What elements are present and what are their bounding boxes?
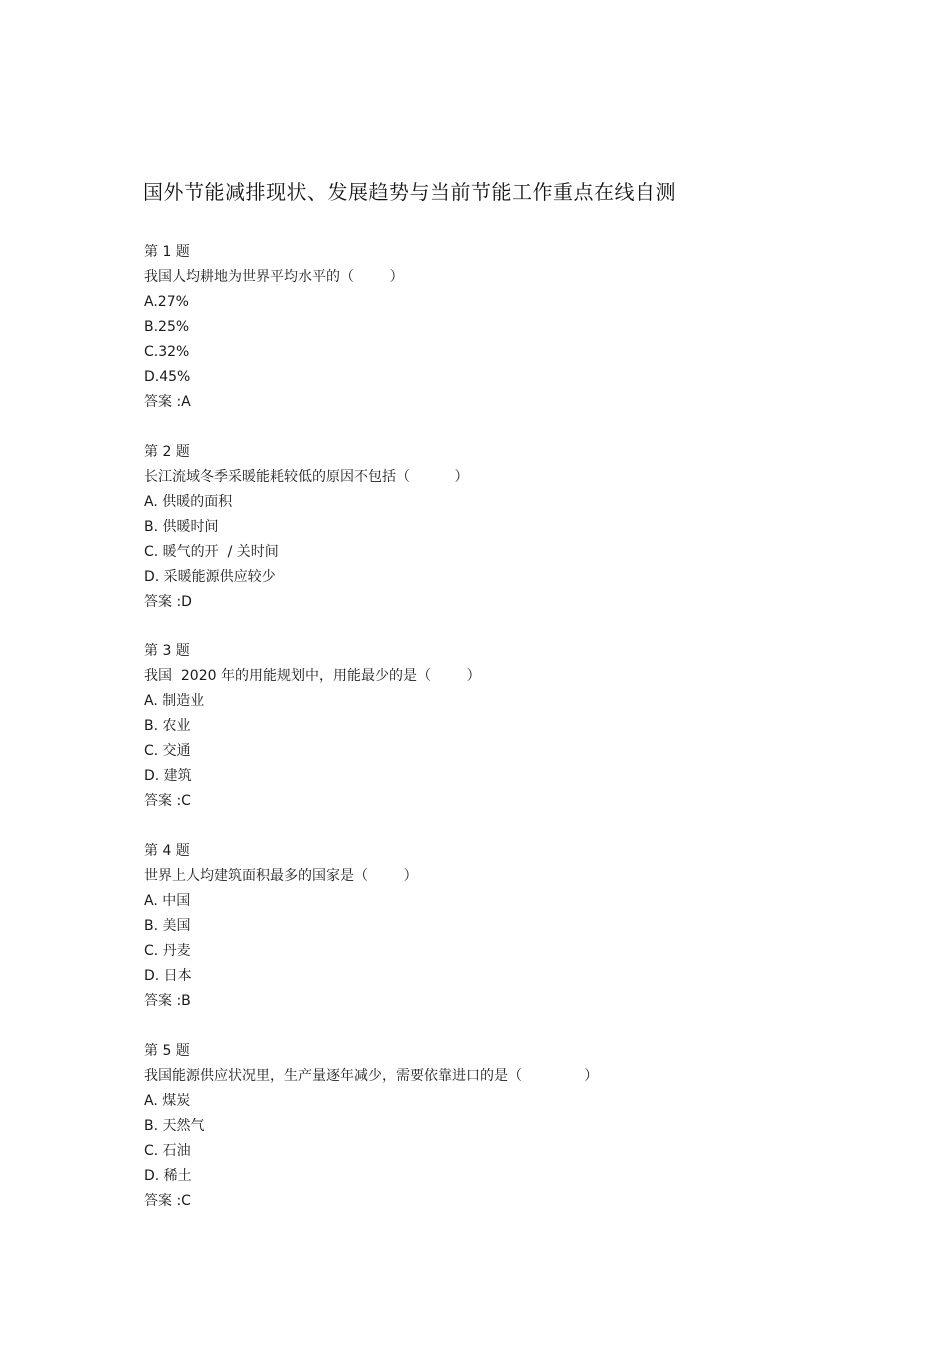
option-b: B. 供暖时间 [144, 519, 219, 535]
option-b: B.25% [144, 319, 190, 335]
document-title: 国外节能减排现状、发展趋势与当前节能工作重点在线自测 [143, 180, 676, 204]
question-number: 第 2 题 [144, 444, 190, 460]
question-text: 我国人均耕地为世界平均水平的（ ） [144, 269, 404, 285]
question-block [144, 240, 844, 415]
answer: 答案 :C [144, 1193, 191, 1209]
question-block [144, 839, 844, 1014]
option-a: A. 煤炭 [144, 1093, 191, 1109]
option-d: D. 采暖能源供应较少 [144, 569, 276, 585]
option-d: D. 日本 [144, 968, 192, 984]
question-block [144, 639, 844, 814]
option-a: A. 制造业 [144, 693, 205, 709]
option-a: A.27% [144, 294, 189, 310]
option-c: C. 暖气的开 / 关时间 [144, 544, 279, 560]
answer: 答案 :B [144, 993, 191, 1009]
option-c: C. 石油 [144, 1143, 191, 1159]
answer: 答案 :C [144, 793, 191, 809]
option-d: D. 建筑 [144, 768, 192, 784]
question-text: 世界上人均建筑面积最多的国家是（ ） [144, 868, 418, 884]
option-d: D.45% [144, 369, 191, 385]
question-number: 第 1 题 [144, 244, 190, 260]
option-a: A. 供暖的面积 [144, 494, 233, 510]
option-c: C. 丹麦 [144, 943, 191, 959]
question-text: 我国 2020 年的用能规划中，用能最少的是（ ） [144, 668, 481, 684]
question-block [144, 1039, 844, 1214]
question-block [144, 440, 844, 615]
question-text: 长江流域冬季采暖能耗较低的原因不包括（ ） [144, 469, 469, 485]
question-number: 第 3 题 [144, 643, 190, 659]
option-b: B. 天然气 [144, 1118, 205, 1134]
option-c: C.32% [144, 344, 190, 360]
option-d: D. 稀土 [144, 1168, 192, 1184]
option-b: B. 农业 [144, 718, 191, 734]
option-b: B. 美国 [144, 918, 191, 934]
answer: 答案 :D [144, 594, 192, 610]
option-c: C. 交通 [144, 743, 191, 759]
question-number: 第 5 题 [144, 1043, 190, 1059]
question-text: 我国能源供应状况里，生产量逐年减少，需要依靠进口的是（ ） [144, 1068, 599, 1084]
option-a: A. 中国 [144, 893, 191, 909]
answer: 答案 :A [144, 394, 191, 410]
question-number: 第 4 题 [144, 843, 190, 859]
